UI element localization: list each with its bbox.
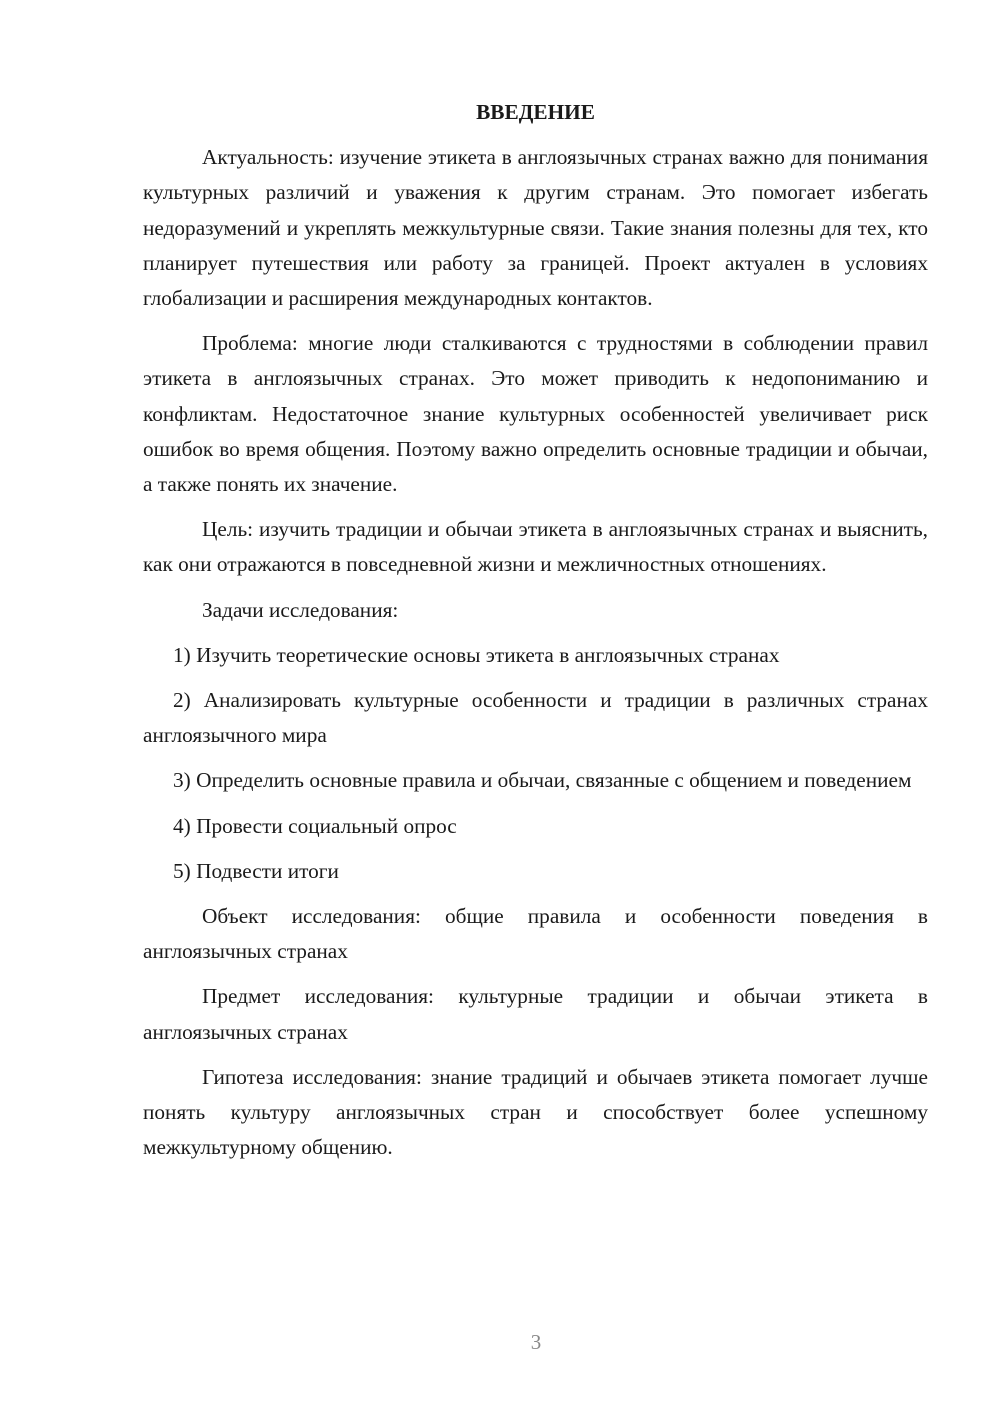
task-item-3: 3) Определить основные правила и обычаи, связанные с общением и поведением	[173, 768, 912, 793]
task-item-1: 1) Изучить теоретические основы этикета в англоязычных странах	[173, 642, 780, 667]
hypothesis-paragraph: Гипотеза исследования: знание традиций и обычаев этикета помогает лучше понять культуру англоязычных стран и способствует более успешному межкультурному общению.	[143, 1064, 928, 1160]
task-item-4: 4) Провести социальный опрос	[173, 813, 457, 838]
relevance-paragraph: Актуальность: изучение этикета в англоязычных странах важно для понимания культурных различий и уважения к другим странам. Это помогает избегать недоразумений и укреплять межкультурные связи. Такие знания полезны для тех, кто планирует путешествия или работу за границей. Проект актуален в условиях глобализации и расширения международных контактов.	[143, 145, 928, 311]
page-number: 3	[530, 1330, 542, 1354]
task-item-2: 2) Анализировать культурные особенности и традиции в различных странах англоязычного мира	[143, 688, 928, 748]
tasks-heading: Задачи исследования:	[202, 597, 399, 622]
page-heading: ВВЕДЕНИЕ	[476, 100, 595, 124]
goal-paragraph: Цель: изучить традиции и обычаи этикета в англоязычных странах и выяснить, как они отражаются в повседневной жизни и межличностных отношениях.	[143, 517, 928, 577]
problem-paragraph: Проблема: многие люди сталкиваются с трудностями в соблюдении правил этикета в англоязычных странах. Это может приводить к недопониманию и конфликтам. Недостаточное знание культурных особенностей увеличивает риск ошибок во время общения. Поэтому важно определить основные традиции и обычаи, а также понять их значение.	[143, 331, 928, 497]
subject-paragraph: Предмет исследования: культурные традиции и обычаи этикета в англоязычных странах	[143, 984, 928, 1044]
task-item-5: 5) Подвести итоги	[173, 858, 339, 883]
page-content	[143, 95, 928, 1175]
object-paragraph: Объект исследования: общие правила и особенности поведения в англоязычных странах	[143, 904, 928, 964]
